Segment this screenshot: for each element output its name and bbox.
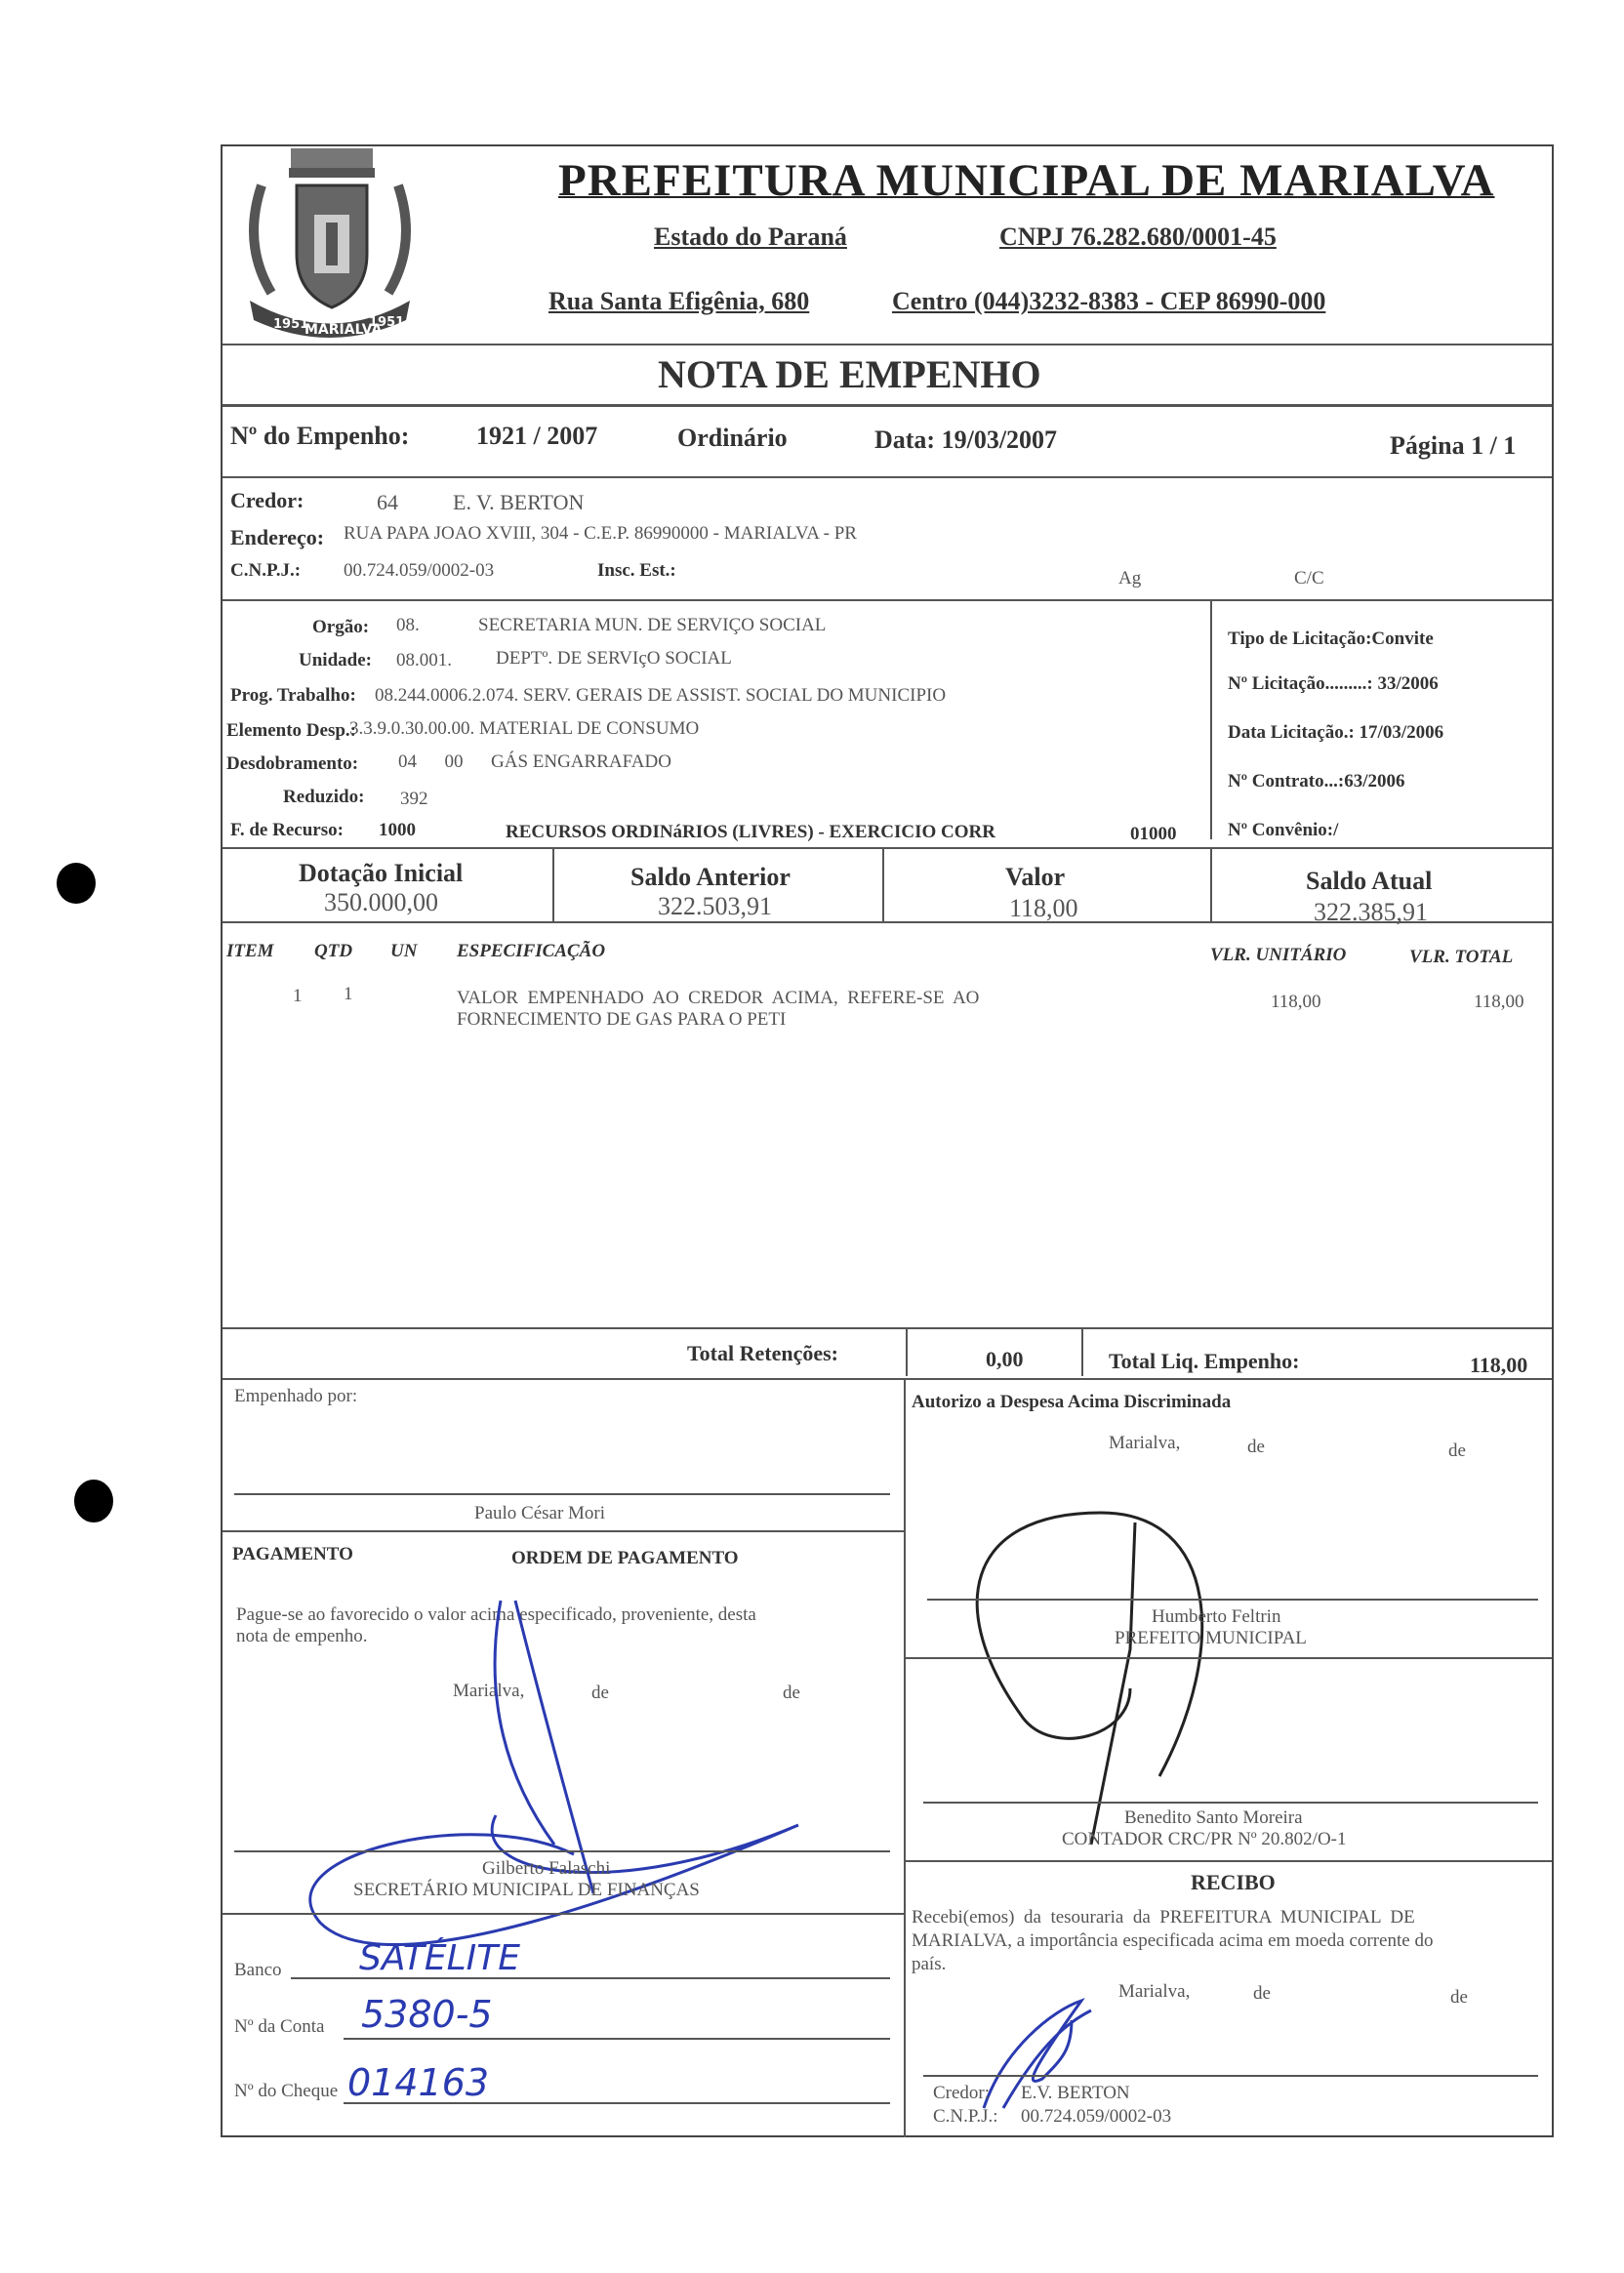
divider	[904, 1860, 1552, 1862]
reduzido-value: 392	[400, 789, 428, 809]
empenho-number: 1921 / 2007	[476, 422, 598, 450]
divider	[223, 599, 1552, 601]
recibo-cnpj: 00.724.059/0002-03	[1021, 2106, 1172, 2127]
reduzido-label: Reduzido:	[283, 787, 365, 807]
banco-handwritten: SATÉLITE	[359, 1938, 521, 1978]
signature-line	[927, 1599, 1538, 1601]
conta-label: Nº da Conta	[234, 2016, 325, 2037]
retencoes-value: 0,00	[986, 1347, 1024, 1371]
signature-line	[923, 2075, 1538, 2077]
credor-cnpj: 00.724.059/0002-03	[344, 560, 495, 581]
recibo-credor-label: Credor:	[933, 2083, 991, 2103]
divider	[906, 1327, 908, 1376]
ordem-pagamento-label: ORDEM DE PAGAMENTO	[511, 1548, 739, 1568]
cheque-line	[344, 2102, 890, 2104]
punch-hole-bottom	[74, 1480, 113, 1522]
cheque-handwritten: 014163	[347, 2061, 490, 2104]
document-title: NOTA DE EMPENHO	[658, 352, 1041, 396]
secretary-name: Gilberto Falaschi	[482, 1858, 611, 1879]
punch-hole-top	[57, 863, 96, 904]
cc-label: C/C	[1294, 568, 1324, 589]
divider	[904, 1657, 1552, 1659]
unidade-label: Unidade:	[299, 650, 372, 670]
divider	[223, 1530, 904, 1532]
unidade-name: DEPTº. DE SERVIçO SOCIAL	[496, 648, 732, 669]
valor-value: 118,00	[1009, 894, 1078, 922]
recibo-label: RECIBO	[1191, 1870, 1276, 1894]
divider	[223, 921, 1552, 923]
saldo-anterior-label: Saldo Anterior	[630, 863, 791, 891]
insc-est-label: Insc. Est.:	[597, 560, 676, 581]
licitacao-tipo: Tipo de Licitação:Convite	[1228, 629, 1434, 649]
empenho-date: Data: 19/03/2007	[874, 426, 1058, 454]
pague-text-line1: Pague-se ao favorecido o valor acima especificado, proveniente, desta	[236, 1604, 756, 1625]
desdobramento-value: 04 00 GÁS ENGARRAFADO	[398, 751, 671, 772]
marialva-date-right: Marialva,	[1109, 1433, 1181, 1453]
liquido-value: 118,00	[1470, 1353, 1528, 1377]
divider	[223, 1378, 1552, 1380]
convenio-numero: Nº Convênio:/	[1228, 820, 1339, 840]
col-especificacao: ESPECIFICAÇÃO	[457, 941, 606, 961]
prog-trabalho-label: Prog. Trabalho:	[230, 685, 356, 706]
item-spec-line2: FORNECIMENTO DE GAS PARA O PETI	[457, 1009, 787, 1030]
divider	[223, 404, 1552, 407]
contador-name: Benedito Santo Moreira	[1124, 1807, 1303, 1828]
recurso-name: RECURSOS ORDINáRIOS (LIVRES) - EXERCICIO CORR	[506, 822, 995, 842]
liquido-label: Total Liq. Empenho:	[1109, 1349, 1300, 1373]
item-total-value: 118,00	[1474, 992, 1524, 1012]
divider	[223, 1913, 904, 1915]
item-spec-line1: VALOR EMPENHADO AO CREDOR ACIMA, REFERE-SE AO	[457, 988, 980, 1008]
credor-label: Credor:	[230, 488, 304, 512]
divider	[1210, 847, 1212, 921]
secretary-signature	[223, 1581, 906, 2030]
page-number: Página 1 / 1	[1390, 431, 1517, 460]
conta-line	[344, 2038, 890, 2040]
banco-line	[291, 1977, 890, 1979]
empenho-type: Ordinário	[677, 424, 788, 452]
credor-name: E. V. BERTON	[453, 490, 585, 514]
credor-code: 64	[377, 490, 398, 514]
svg-text:1951: 1951	[369, 315, 405, 330]
autorizo-label: Autorizo a Despesa Acima Discriminada	[912, 1392, 1232, 1412]
empenho-number-label: Nº do Empenho:	[230, 422, 410, 450]
signature-line	[234, 1493, 890, 1495]
divider	[552, 847, 554, 921]
orgao-code: 08.	[396, 615, 420, 635]
divider	[223, 847, 1552, 849]
conta-handwritten: 5380-5	[361, 1993, 493, 2036]
recurso-label: F. de Recurso:	[230, 820, 344, 840]
credor-address: RUA PAPA JOAO XVIII, 304 - C.E.P. 86990000 - MARIALVA - PR	[344, 523, 857, 544]
recibo-text-line1: Recebi(emos) da tesouraria da PREFEITURA MUNICIPAL DE	[912, 1907, 1415, 1928]
divider	[1081, 1327, 1083, 1376]
district-phone-cep: Centro (044)3232-8383 - CEP 86990-000	[892, 287, 1326, 315]
street-address: Rua Santa Efigênia, 680	[548, 287, 810, 315]
prog-trabalho-value: 08.244.0006.2.074. SERV. GERAIS DE ASSIST. SOCIAL DO MUNICIPIO	[375, 685, 947, 706]
secretary-title: SECRETÁRIO MUNICIPAL DE FINANÇAS	[353, 1880, 700, 1900]
contrato-numero: Nº Contrato...:63/2006	[1228, 771, 1405, 791]
date-de-4: de	[1448, 1441, 1466, 1461]
saldo-atual-label: Saldo Atual	[1306, 867, 1433, 895]
recibo-credor-name: E.V. BERTON	[1021, 2083, 1130, 2103]
banco-label: Banco	[234, 1960, 282, 1980]
city-hall-title: PREFEITURA MUNICIPAL DE MARIALVA	[558, 155, 1495, 206]
divider	[882, 847, 884, 921]
recibo-text-line2: MARIALVA, a importância especificada acima em moeda corrente do	[912, 1930, 1434, 1951]
desdobramento-label: Desdobramento:	[226, 753, 359, 774]
date-de-1: de	[591, 1683, 609, 1703]
divider	[1210, 599, 1212, 839]
recibo-text-line3: país.	[912, 1954, 947, 1974]
recurso-code: 1000	[379, 820, 416, 840]
divider	[223, 476, 1552, 478]
col-qtd: QTD	[314, 941, 353, 961]
date-de-3: de	[1247, 1437, 1265, 1457]
elemento-value: 3.3.9.0.30.00.00. MATERIAL DE CONSUMO	[349, 718, 700, 739]
orgao-label: Orgão:	[312, 617, 370, 637]
cheque-label: Nº do Cheque	[234, 2081, 339, 2101]
date-de-5: de	[1253, 1983, 1271, 2004]
col-un: UN	[390, 941, 418, 961]
pagamento-label: PAGAMENTO	[232, 1544, 353, 1564]
col-item: ITEM	[226, 941, 274, 961]
date-de-2: de	[783, 1683, 800, 1703]
dotacao-label: Dotação Inicial	[299, 859, 464, 887]
licitacao-numero: Nº Licitação.........: 33/2006	[1228, 673, 1439, 694]
marialva-date-recibo: Marialva,	[1118, 1981, 1191, 2002]
licitacao-data: Data Licitação.: 17/03/2006	[1228, 722, 1444, 743]
orgao-name: SECRETARIA MUN. DE SERVIÇO SOCIAL	[478, 615, 827, 635]
header-cnpj: CNPJ 76.282.680/0001-45	[999, 223, 1277, 251]
valor-label: Valor	[1005, 863, 1066, 891]
credor-cnpj-label: C.N.P.J.:	[230, 560, 302, 581]
marialva-date-left: Marialva,	[453, 1681, 525, 1701]
empenhado-por-label: Empenhado por:	[234, 1386, 358, 1406]
col-vlr-total: VLR. TOTAL	[1409, 947, 1514, 967]
retencoes-label: Total Retenções:	[687, 1341, 838, 1365]
recurso-number: 01000	[1130, 824, 1177, 844]
item-qtd: 1	[344, 984, 353, 1004]
saldo-anterior-value: 322.503,91	[658, 892, 772, 920]
item-number: 1	[293, 986, 303, 1006]
ag-label: Ag	[1118, 568, 1142, 589]
svg-text:1951: 1951	[273, 317, 309, 332]
address-label: Endereço:	[230, 525, 325, 549]
state-name: Estado do Paraná	[654, 223, 847, 251]
date-de-6: de	[1450, 1987, 1468, 2008]
pague-text-line2: nota de empenho.	[236, 1626, 368, 1646]
empenho-form	[221, 144, 1554, 2137]
municipal-crest-icon	[232, 146, 427, 342]
prefeito-name: Humberto Feltrin	[1152, 1606, 1281, 1627]
empenhador-name: Paulo César Mori	[474, 1503, 606, 1523]
prefeito-title: PREFEITO MUNICIPAL	[1115, 1628, 1307, 1648]
unidade-code: 08.001.	[396, 650, 452, 670]
col-vlr-unitario: VLR. UNITÁRIO	[1210, 945, 1347, 965]
signature-line	[234, 1850, 890, 1852]
signature-line	[923, 1802, 1538, 1804]
divider	[223, 1327, 1552, 1329]
contador-title: CONTADOR CRC/PR Nº 20.802/O-1	[1062, 1829, 1347, 1849]
elemento-label: Elemento Desp.:	[226, 720, 356, 741]
svg-text:MARIALVA: MARIALVA	[304, 322, 383, 338]
recibo-cnpj-label: C.N.P.J.:	[933, 2106, 998, 2127]
item-unit-value: 118,00	[1271, 992, 1321, 1012]
divider	[223, 344, 1552, 345]
saldo-atual-value: 322.385,91	[1314, 898, 1428, 926]
dotacao-value: 350.000,00	[324, 888, 438, 916]
